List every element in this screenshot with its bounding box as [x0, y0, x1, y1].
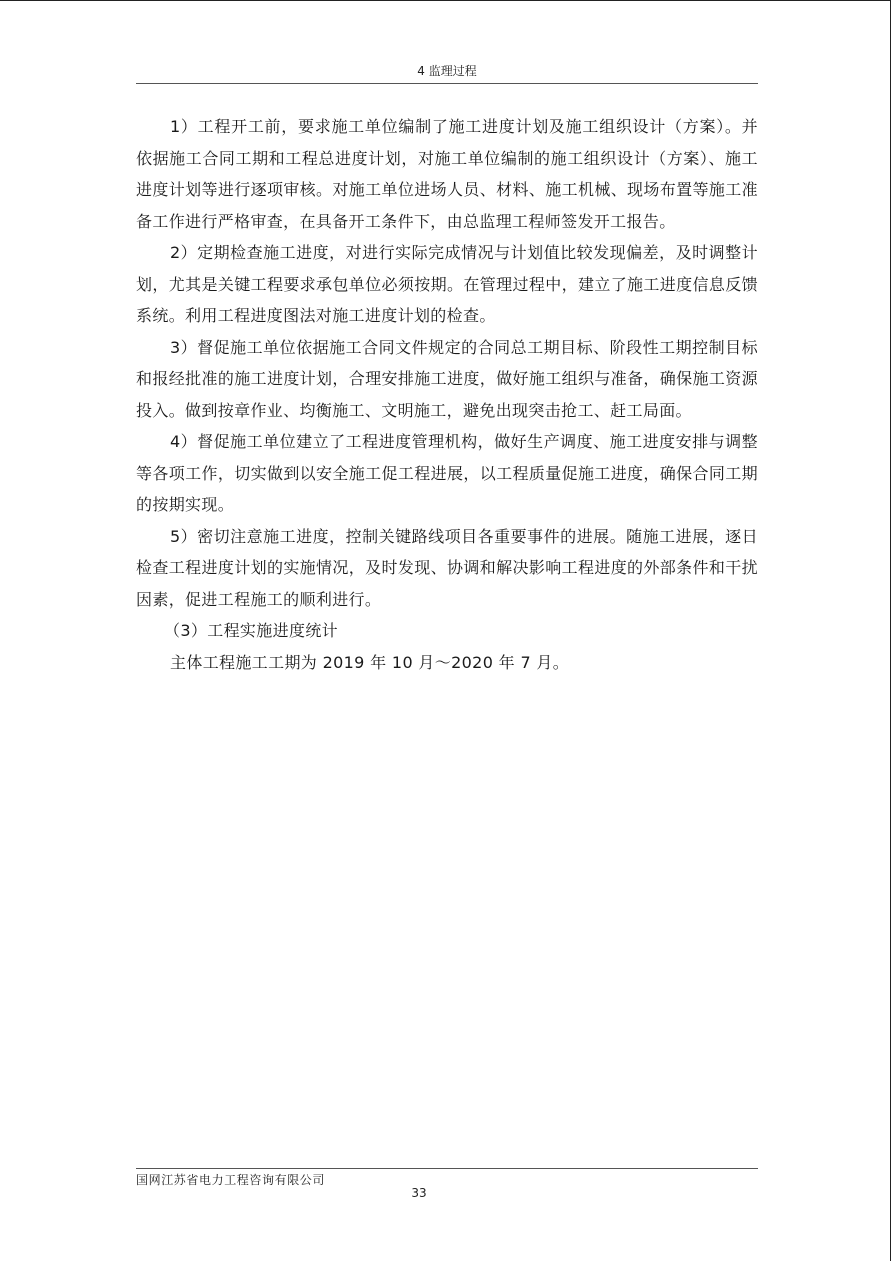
section-subheading: （3）工程实施进度统计: [164, 621, 339, 640]
body-text: [136, 111, 758, 678]
running-header: 4 监理过程: [417, 64, 477, 78]
page-number: 33: [411, 1186, 427, 1200]
company-name: 国网江苏省电力工程咨询有限公司: [136, 1173, 326, 1187]
paragraph-3: 3）督促施工单位依据施工合同文件规定的合同总工期目标、阶段性工期控制目标和报经批准的施工进度计划，合理安排施工进度，做好施工组织与准备，确保施工资源投入。做到按章作业、均衡施工、文明施工，避免出现突击抢工、赶工局面。: [136, 337, 758, 420]
paragraph-5: 5）密切注意施工进度，控制关键路线项目各重要事件的进展。随施工进展，逐日检查工程进度计划的实施情况，及时发现、协调和解决影响工程进度的外部条件和干扰因素，促进工程施工的顺利进行。: [136, 526, 758, 609]
paragraph-4: 4）督促施工单位建立了工程进度管理机构，做好生产调度、施工进度安排与调整等各项工作，切实做到以安全施工促工程进展，以工程质量促施工进度，确保合同工期的按期实现。: [136, 432, 758, 514]
schedule-line: 主体工程施工工期为 2019 年 10 月～2020 年 7 月。: [170, 652, 570, 672]
footer-divider: [136, 1168, 758, 1169]
paragraph-2: 2）定期检查施工进度，对进行实际完成情况与计划值比较发现偏差，及时调整计划，尤其是关键工程要求承包单位必须按期。在管理过程中，建立了施工进度信息反馈系统。利用工程进度图法对施工进度计划的检查。: [136, 243, 758, 325]
header-divider: [136, 83, 758, 84]
paragraph-1: 1）工程开工前，要求施工单位编制了施工进度计划及施工组织设计（方案）。并依据施工合同工期和工程总进度计划，对施工单位编制的施工组织设计（方案）、施工进度计划等进行逐项审核。对施工单位进场人员、材料、施工机械、现场布置等施工准备工作进行严格审查，在具备开工条件下，由总监理工程师签发开工报告。: [136, 117, 758, 231]
